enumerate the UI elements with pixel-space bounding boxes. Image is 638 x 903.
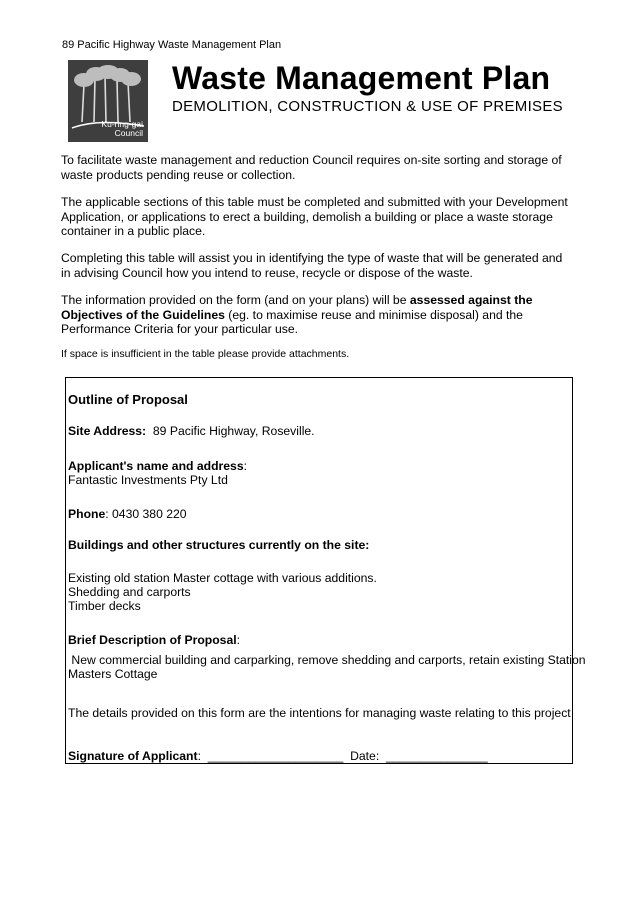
site-address-row (68, 424, 315, 439)
brief-label: Brief Description of Proposal (68, 633, 237, 647)
logo-text: Ku-ring-gai Council (101, 119, 143, 138)
form-heading: Outline of Proposal (68, 392, 188, 407)
intro-paragraph-2: The applicable sections of this table must be completed and submitted with your Development Application, or applications to erect a building, demolish a building or place a waste storage container in a public place. (61, 195, 568, 238)
phone-value: : 0430 380 220 (105, 507, 187, 521)
page-title: Waste Management Plan (172, 60, 551, 96)
signature-field[interactable]: ____________________ (207, 749, 344, 763)
signature-label: Signature of Applicant (68, 749, 198, 763)
applicant-row: Applicant's name and address: (68, 459, 247, 473)
intro-paragraph-3: Completing this table will assist you in identifying the type of waste that will be generated and in advising Council how you intend to reuse, recycle or dispose of the waste. (61, 251, 563, 280)
page-subtitle: DEMOLITION, CONSTRUCTION & USE OF PREMISES (172, 98, 563, 115)
applicant-label: Applicant's name and address (68, 459, 244, 473)
brief-line-1: New commercial building and carparking, remove shedding and carports, retain existing Station (68, 653, 586, 667)
applicant-value: Fantastic Investments Pty Ltd (68, 473, 228, 487)
intro-paragraph-4: The information provided on the form (and on your plans) will be assessed against the Objectives of the Guidelines (eg. to maximise reuse and minimise disposal) and the Performance Criteria for your particular use. (61, 293, 533, 336)
phone-label: Phone (68, 507, 106, 521)
site-address-label: Site Address: (68, 424, 147, 438)
date-field[interactable]: _______________ (386, 749, 488, 763)
brief-row: Brief Description of Proposal: (68, 633, 241, 647)
date-label: Date: (350, 749, 380, 763)
brief-line-2: Masters Cottage (68, 667, 158, 681)
buildings-line: Timber decks (68, 599, 141, 613)
attachments-note: If space is insufficient in the table please provide attachments. (61, 348, 350, 360)
intentions-statement: The details provided on this form are the intentions for managing waste relating to this project (68, 706, 571, 720)
site-address-value: 89 Pacific Highway, Roseville. (152, 424, 315, 438)
buildings-line: Shedding and carports (68, 585, 191, 599)
signature-row: Signature of Applicant: ____________________ Date: _______________ (68, 749, 488, 763)
intro-paragraph-1: To facilitate waste management and reduction Council requires on-site sorting and storage of waste products pending reuse or collection. (61, 153, 562, 182)
council-logo (68, 60, 148, 142)
buildings-line: Existing old station Master cottage with various additions. (68, 571, 377, 585)
running-header: 89 Pacific Highway Waste Management Plan (62, 39, 282, 51)
buildings-label: Buildings and other structures currently on the site: (68, 538, 370, 552)
phone-row (68, 507, 187, 522)
